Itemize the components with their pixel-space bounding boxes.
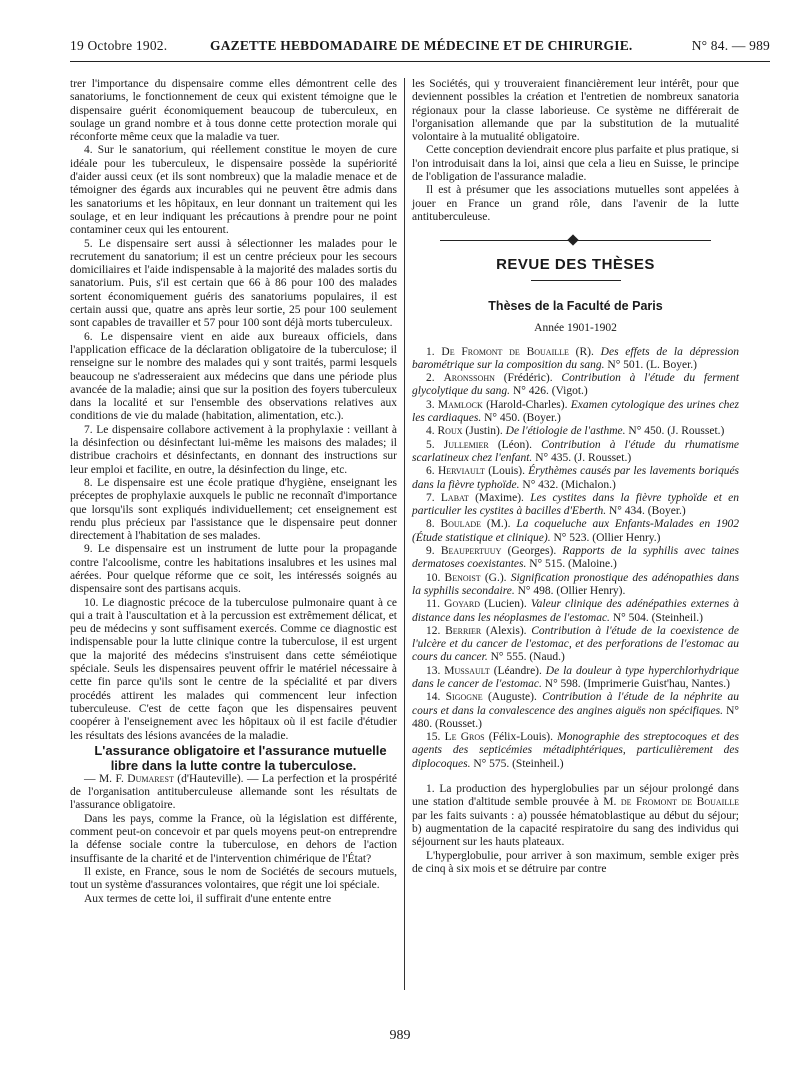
thesis-reference: N° 515. (Maloine.) — [529, 558, 617, 571]
journal-title: GAZETTE HEBDOMADAIRE DE MÉDECINE ET DE CHIRURGIE. — [210, 38, 633, 53]
thesis-reference: N° 498. (Ollier Henry). — [517, 584, 626, 597]
thesis-entry — [412, 731, 739, 771]
thesis-reference: N° 523. (Ollier Henry.) — [553, 531, 661, 544]
thesis-number: 11. — [426, 598, 440, 611]
author-name: de Fromont de Bouaille — [620, 796, 740, 809]
thesis-author: Goyard — [444, 598, 481, 611]
review-title: REVUE DES THÈSES — [496, 256, 655, 274]
thesis-author: Herviault — [437, 465, 485, 478]
byline-prefix: — M. F. — [84, 772, 124, 785]
thesis-entry — [412, 399, 739, 426]
thesis-author: Benoist — [444, 571, 481, 584]
thesis-entry — [412, 439, 739, 466]
thesis-entry — [412, 691, 739, 731]
thesis-author: Berrier — [445, 624, 482, 637]
thesis-reference: N° 435. (J. Rousset.) — [535, 451, 632, 464]
thesis-number: 5. — [426, 438, 435, 451]
thesis-author: Aronssohn — [443, 372, 495, 385]
thesis-title: Rapports de la syphilis avec taines dermatoses coexistantes. — [412, 545, 740, 571]
page-number: 989 — [389, 1028, 411, 1043]
paragraph: 8. Le dispensaire est une école pratique d'hygiène, enseignant les préceptes de prophylaxie auxquels le public ne reconnaît d'importance que lorsqu'ils sont expliqués individuellement; cet enseignement est rendu plus précieux par l'assistance que le dispensaire peut donner directement à l'habitation de ses malades. — [70, 476, 397, 543]
thesis-title: Contribution à l'étude du rhumatisme scarlatineux chez l'enfant. — [412, 438, 740, 464]
thesis-reference: N° 480. (Rousset.) — [412, 704, 740, 730]
paragraph: les Sociétés, qui y trouveraient financièrement leur intérêt, pour que deviennent possibles la création et l'entretien de nombreux sanatoria régionaux pour la classe laborieuse. Ce système ne différerait de l'organisation allemande que par la substitution de la mutualité volontaire à la mutualité obligatoire. — [412, 78, 739, 144]
thesis-author: De Fromont de Bouaille — [441, 345, 569, 358]
thesis-given-name: (Frédéric). — [503, 372, 553, 385]
right-column — [412, 78, 739, 876]
thesis-given-name: (Maxime). — [475, 491, 524, 504]
thesis-entry — [412, 425, 739, 438]
thesis-given-name: (Justin). — [465, 425, 503, 438]
thesis-reference: N° 426. (Vigot.) — [512, 385, 588, 398]
issue-page-number: N° 84. — 989 — [691, 38, 770, 53]
thesis-given-name: (Alexis). — [485, 624, 527, 637]
thesis-number: 1. — [426, 345, 435, 358]
thesis-number: 3. — [426, 398, 435, 411]
thesis-entry — [412, 346, 739, 373]
thesis-number: 4. — [426, 425, 435, 438]
thesis-number: 10. — [426, 571, 441, 584]
thesis-number: 8. — [426, 518, 435, 531]
thesis-author: Beaupertuuy — [440, 545, 502, 558]
thesis-title: Contribution à l'étude du ferment glycolytique du sang. — [412, 372, 740, 398]
thesis-number: 2. — [426, 372, 435, 385]
thesis-author: Mamlock — [437, 398, 483, 411]
paragraph: Il existe, en France, sous le nom de Sociétés de secours mutuels, tout un système d'assurances volontaires, que régit une loi spéciale. — [70, 865, 397, 892]
paragraph: 10. Le diagnostic précoce de la tuberculose pulmonaire quant à ce qui a trait à l'auscultation et à la percussion est extrêmement délicat, et peu de médecins y sont suffisament exercés. Comme ce diagnostic est indispensable pour la lutte clinique contre la tuberculose, il est urgent que la majorité des médecins s'instruisent dans cette séméiotique spéciale. Seuls les dispensaires peuvent offrir le matériel nécessaire à cette fin parce qu'ils sont le centre de la spécialité et par divers procédés attirent les malades qui commencent leur infection tuberculeuse. C'est de cette façon que les dispensaires peuvent coopérer à l'enseignement avec les hôpitaux où il est facile d'étudier les résultats des lésions avancées de la maladie. — [70, 596, 397, 742]
paragraph-part: 1. La production des hyperglobulies par un séjour prolongé dans une station d'altitude semble prouvée à M. — [412, 783, 739, 809]
thesis-entry — [412, 572, 739, 599]
thesis-given-name: (Léandre). — [493, 664, 542, 677]
thesis-number: 9. — [426, 545, 435, 558]
thesis-title: Monographie des streptocoques et des agents des septicémies métadiphtériques, particulièrement des diplocoques. — [412, 731, 739, 770]
paragraph: 7. Le dispensaire collabore activement à la prophylaxie : veillant à la désinfection ou désinfectant lui-même les maisons des malades; il distribue crachoirs et désinfectants, en donnant des instructions sur leur emploi et facilite, en outre, la désinfection du linge, etc. — [70, 423, 397, 476]
thesis-given-name: (R). — [575, 345, 594, 358]
thesis-title: Contribution à l'étude de la coexistence de l'ulcère et du cancer de l'estomac, et des perforations de l'estomac au cours du cancer. — [412, 624, 740, 664]
thesis-author: Boulade — [440, 518, 482, 531]
thesis-number: 15. — [426, 731, 441, 744]
section-title: L'assurance obligatoire et l'assurance mutuelle libre dans la lutte contre la tuberculose. — [94, 742, 387, 773]
thesis-title: La coqueluche aux Enfants-Malades en 1902 (Étude statistique et clinique). — [412, 518, 739, 544]
ornament-divider — [412, 230, 739, 252]
paragraph — [412, 783, 739, 849]
thesis-author: Sigogne — [445, 691, 483, 704]
thesis-author: Jullemier — [443, 438, 489, 451]
thesis-number: 7. — [426, 491, 435, 504]
paragraph: 6. Le dispensaire vient en aide aux bureaux officiels, dans l'application efficace de la déclaration obligatoire de la tuberculose; il renseigne sur le nombre des malades qui y sont traités, parmi lesquels beaucoup ne s'adresseraient aux médecins que dans une période plus avancée de la maladie; ainsi que sur la position des foyers tuberculeux dans la localité et sur l'ensemble des observations relatives aux conditions de vie du malade (habitation, alimentation, etc.). — [70, 330, 397, 423]
thesis-title: Les cystites dans la fièvre typhoïde et en particulier les cystites à bacilles d'Eberth. — [412, 491, 740, 518]
thesis-title: Signification pronostique des adénopathies dans la syphilis secondaire. — [412, 571, 740, 597]
thesis-entry — [412, 372, 739, 399]
thesis-given-name: (Harold-Charles). — [486, 398, 568, 411]
thesis-given-name: (G.). — [484, 571, 507, 584]
thesis-title: De l'étiologie de l'asthme. — [505, 425, 626, 438]
thesis-reference: N° 501. (L. Boyer.) — [607, 358, 697, 371]
thesis-title: Des effets de la dépression barométrique sur la composition du sang. — [412, 345, 740, 371]
header-rule — [70, 61, 770, 62]
faculty-title: Thèses de la Faculté de Paris — [488, 299, 663, 314]
thesis-title: De la douleur à type hyperchlorhydrique dans le cancer de l'estomac. — [412, 664, 740, 690]
thesis-number: 13. — [426, 664, 441, 677]
thesis-entry — [412, 492, 739, 519]
thesis-reference: N° 504. (Steinheil.) — [612, 611, 704, 624]
thesis-entry — [412, 598, 739, 625]
thesis-entry — [412, 465, 739, 492]
paragraph: trer l'importance du dispensaire comme elles démontrent celle des sanatoriums, le fonctionnement de ceux qui existent témoigne que le dispensaire guérit économiquement beaucoup de tuberculeux, en soulage un grand nombre et à tous donne cette protection morale qui réconforte même ceux que la maladie va tuer. — [70, 78, 397, 144]
thesis-entry — [412, 625, 739, 665]
thesis-author: Mussault — [444, 664, 490, 677]
theses-list — [412, 346, 739, 772]
paragraph: 4. Sur le sanatorium, qui réellement constitue le moyen de cure idéale pour les tuberculeux, le dispensaire possède la supériorité d'aider aussi ceux (et ils sont nombreux) que la maladie menace et de témoigner des égards aux incurables qui ne peuvent être admis dans les sanatoriums et les hôpitaux, en leur donnant un traitement qui les soulage, et en leur indiquant les précautions à prendre pour ne point contaminer ceux qui les entourent. — [70, 144, 397, 237]
thesis-reference: N° 450. (Boyer.) — [484, 412, 561, 425]
thesis-number: 6. — [426, 465, 435, 478]
thesis-author: Labat — [440, 491, 469, 504]
thesis-given-name: (Auguste). — [487, 691, 537, 704]
byline-author: Dumarest — [127, 772, 174, 785]
paragraph: L'hyperglobulie, pour arriver à son maximum, semble exiger près de cinq à six mois et se détruire par contre — [412, 849, 739, 875]
diamond-icon — [567, 235, 578, 246]
thesis-reference: N° 432. (Michalon.) — [522, 478, 616, 491]
thesis-reference: N° 450. (J. Rousset.) — [628, 425, 725, 438]
thesis-reference: N° 575. (Steinheil.) — [473, 757, 564, 770]
thesis-reference: N° 598. (Imprimerie Guist'hau, Nantes.) — [544, 677, 730, 690]
paragraph: 5. Le dispensaire sert aussi à sélectionner les malades pour le recrutement du sanatorium; il est un centre précieux pour les secours domiciliaires et l'aide indispensable à la majorité des malades sortis du sanatorium. Puis, s'il est certain que 66 à 86 pour 100 des malades sortent économiquement guéris des sanatoriums populaires, il est certain aussi que, quatre ans après leur sortie, 25 pour 100 seulement sont capables de travailler et 57 pour 100 sont déjà morts tuberculeux. — [70, 237, 397, 330]
left-column — [70, 78, 397, 906]
thesis-given-name: (Léon). — [497, 438, 532, 451]
thesis-number: 14. — [426, 691, 441, 704]
paragraph: Cette conception deviendrait encore plus parfaite et plus pratique, si l'on introduisait dans la loi, ainsi que cela a lieu en Suisse, le principe de l'obligation de l'assurance maladie. — [412, 144, 739, 184]
academic-year: Année 1901-1902 — [534, 322, 617, 335]
thesis-title: Valeur clinique des adénépathies externes à distance dans les néoplasmes de l'estomac. — [412, 598, 740, 624]
thesis-reference: N° 555. (Naud.) — [490, 651, 565, 664]
thesis-given-name: (Lucien). — [484, 598, 527, 611]
thesis-title: Examen cytologique des urines chez les cardiaques. — [412, 398, 740, 425]
thesis-given-name: (Georges). — [507, 545, 557, 558]
paragraph: Dans les pays, comme la France, où la législation est différente, comment peut-on concevoir et par quels moyens peut-on entreprendre la défense sociale contre la tuberculose, en dehors de l'action insuffisante de la charité et de l'intervention chimérique de l'État? — [70, 812, 397, 865]
thesis-entry — [412, 665, 739, 692]
byline-text: (d'Hauteville). — La perfection et la prospérité de l'organisation antituberculeuse allemande sont les résultats de l'assurance obligatoire. — [70, 772, 398, 812]
thesis-entry — [412, 545, 739, 572]
thesis-reference: N° 434. (Boyer.) — [608, 505, 686, 518]
paragraph-part: par les faits suivants : a) poussée hématoblastique au début du séjour; b) augmentation de la capacité respiratoire du sang des individus qui séjournent sur les hauts plateaux. — [412, 809, 739, 849]
thesis-given-name: (Félix-Louis). — [488, 731, 553, 744]
thesis-author: Le Gros — [444, 731, 485, 744]
thesis-title: Érythèmes causés par les lavements boriqués dans la fièvre typhoïde. — [412, 465, 740, 491]
thesis-given-name: (M.). — [486, 518, 511, 531]
column-rule — [404, 78, 405, 990]
running-head — [70, 38, 770, 58]
issue-date: 19 Octobre 1902. — [70, 38, 168, 53]
thesis-given-name: (Louis). — [488, 465, 525, 478]
thesis-author: Roux — [437, 425, 463, 438]
thesis-entry — [412, 518, 739, 545]
paragraph: Aux termes de cette loi, il suffirait d'une entente entre — [84, 892, 332, 905]
thesis-number: 12. — [426, 624, 441, 637]
byline — [70, 773, 397, 813]
review-title-rule — [531, 280, 621, 281]
paragraph: Il est à présumer que les associations mutuelles sont appelées à jouer en France un grand rôle, dans l'avenir de la lutte antituberculeuse. — [412, 184, 739, 223]
paragraph: 9. Le dispensaire est un instrument de lutte pour la propagande contre l'alcoolisme, contre les habitations insalubres et les usines mal aérées. Pour quelque réforme que ce soit, les intéressés soignés au dispensaire sont des partisans acquis. — [70, 543, 397, 596]
thesis-title: Contribution à l'étude de la néphrite au cours et dans la convalescence des angines aiguës non spécifiques. — [412, 691, 740, 717]
